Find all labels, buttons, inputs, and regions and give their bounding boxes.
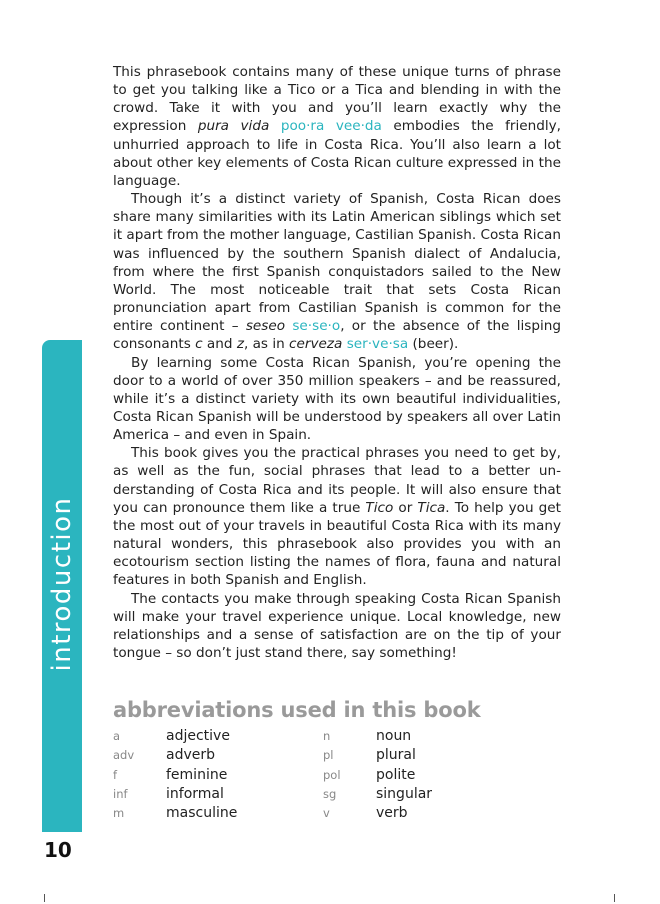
text-run: , as in [243,336,290,353]
pronunciation: ser·ve·sa [346,336,409,353]
abbreviation-row [323,747,533,765]
abbreviations-list [113,728,533,823]
abbreviation-meaning: masculine [166,805,238,822]
abbreviation-code: inf [113,786,128,801]
text-run: and [202,336,237,353]
abbreviation-code: pol [323,767,341,782]
pronunciation: se·se·o [292,318,341,335]
spanish-term: Tico [365,499,394,516]
text-run [269,118,281,134]
spanish-term: pura vida [197,118,270,135]
abbreviation-row [113,805,323,823]
abbreviations-heading: abbreviations used in this book [113,698,481,722]
abbreviation-meaning: verb [376,805,408,822]
abbreviation-row [113,747,323,765]
abbreviation-meaning: adverb [166,747,216,764]
abbreviation-meaning: singular [376,785,433,802]
crop-mark-left [44,894,45,902]
abbreviation-code: sg [323,786,337,801]
paragraph-5: The contacts you make through speaking Costa Rican Spanish will make your travel experience unique. Local knowledge, new relationships and a sense of satisfaction are on the tip of your tongue – so don’t just stand there, say something! [113,590,561,661]
text-run: . To help you get the most out of your travels in beautiful Costa Rica with its many natural wonders, this phrasebook also provides you with an ecotourism section listing the names of flora, fauna and natural features in both Spanish and English. [113,499,561,589]
body-text [113,63,561,662]
abbreviation-meaning: informal [166,785,224,802]
abbreviation-meaning: noun [376,728,412,744]
abbreviation-meaning: plural [376,747,416,764]
text-run: (beer). [408,336,459,353]
crop-mark-right [614,894,615,902]
text-run: This phrasebook contains many of these unique turns of phrase to get you talking like a Tico or a Tica and blending in with the crowd. Take it with you and you’ll learn exactly why the expression [113,64,561,135]
text-run: This book gives you the practical phrases you need to get by, as well as the fun, social phrases that lead to a better understanding of Costa Rica and its people. It will also ensure that you can pronounce them like a true [113,445,561,516]
abbreviation-meaning: feminine [166,766,228,783]
abbreviation-row [323,767,533,785]
abbreviation-row [113,728,323,746]
text-run: Though it’s a distinct variety of Spanish, Costa Rican does share many similarities with its Latin American siblings which set it apart from the mother language, Castilian Spanish. Costa Rican was influenced by the southern Spanish dialect of Andalucia, from where the first Spanish conquistadors sailed to the New World. The most noticeable trait that sets Costa Rican pronunciation apart from Castilian Spanish is common for the entire continent – [113,191,561,335]
abbreviation-code: n [323,729,331,743]
abbreviation-row [323,728,533,746]
abbreviation-row [113,767,323,785]
abbreviation-row [113,786,323,804]
abbreviation-code: a [113,729,121,743]
abbreviation-meaning: adjective [166,728,230,744]
abbreviation-code: pl [323,748,334,763]
spanish-term: Tica [417,499,446,516]
abbreviation-row [323,786,533,804]
spanish-term: seseo [245,318,286,335]
text-run: or [393,499,418,516]
section-tab-label: introduction [47,496,77,672]
text-run: , or the absence of the lisping consonants [113,318,561,353]
abbreviation-code: m [113,806,125,821]
paragraph-1 [113,63,561,190]
page-number: 10 [44,838,72,862]
paragraph-4 [113,444,561,589]
abbreviation-code: adv [113,748,135,763]
pronunciation: poo·ra vee·da [280,118,382,135]
abbreviation-code: v [323,806,330,821]
abbreviation-meaning: polite [376,766,416,783]
abbreviation-code: f [113,767,118,782]
text-run: embodies the friendly, unhurried approach to life in Costa Rica. You’ll also learn a lot about other key elements of Costa Rican culture expressed in the language. [113,118,562,189]
paragraph-3: By learning some Costa Rican Spanish, you’re opening the door to a world of over 350 million speakers – and be reassured, while it’s a distinct variety with its own beautiful individualities, Costa Rican Spanish will be understood by speakers all over Latin America – and even in Spain. [113,354,561,444]
paragraph-2 [113,190,561,353]
letter: c [195,336,203,353]
spanish-term: cerveza [289,336,343,353]
letter: z [236,336,244,353]
abbreviation-row [323,805,533,823]
